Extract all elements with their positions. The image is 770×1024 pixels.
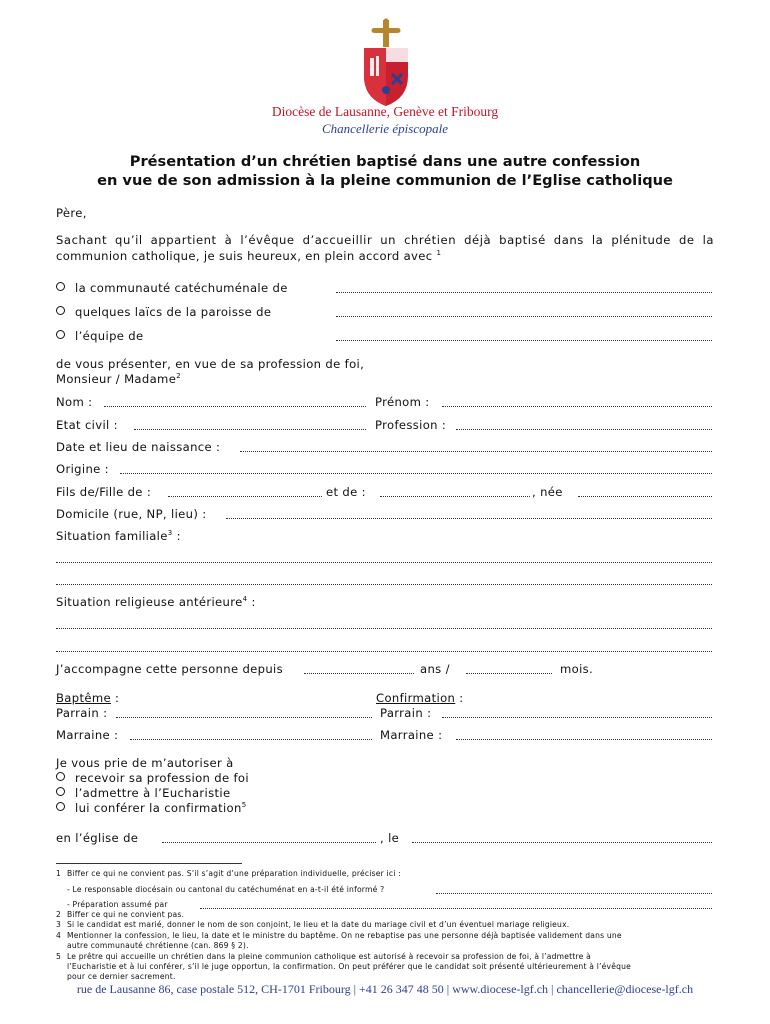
domicile-field[interactable] [226,518,712,519]
confirmation-marraine-field[interactable] [456,739,712,740]
accompany-ans-label: ans / [420,662,450,676]
situation-familiale-field-1[interactable] [56,562,712,563]
accompany-months-field[interactable] [466,673,552,674]
confirmation-parrain-label: Parrain : [380,706,432,720]
present-line-2: Monsieur / Madame$^2$ [56,372,181,386]
footnote-1: Biffer ce qui ne convient pas. S’il s’agit d’une préparation individuelle, préciser ici : [67,869,401,878]
prenom-label: Prénom : [375,395,430,409]
accompany-label: J’accompagne cette personne depuis [56,662,284,676]
nom-label: Nom : [56,395,93,409]
footnote-divider [56,863,242,864]
request-item-confirmation[interactable]: lui conférer la confirmation$^5$ [56,801,247,815]
domicile-label: Domicile (rue, NP, lieu) : [56,507,207,521]
pere-field[interactable] [168,496,322,497]
option-laics-field[interactable] [336,316,712,317]
footnote-1b-field[interactable] [200,908,712,909]
footnote-1a: - Le responsable diocésain ou cantonal du catéchuménat en a-t-il été informé ? [67,885,385,894]
checkbox-circle-icon [56,802,65,811]
situation-familiale-label: Situation familiale$^3$ : [56,529,181,543]
footnote-4-number: 4 [56,931,62,940]
etat-civil-label: Etat civil : [56,418,118,432]
bapteme-heading: Baptême : [56,691,120,705]
option-catechumenal[interactable]: la communauté catéchuménale de [56,281,288,295]
profession-field[interactable] [456,429,712,430]
footnote-1-number: 1 [56,869,62,878]
footnote-2: Biffer ce qui ne convient pas. [67,910,185,919]
accompany-mois-label: mois. [560,662,594,676]
origine-label: Origine : [56,462,109,476]
mere-field[interactable] [380,496,530,497]
present-line-1: de vous présenter, en vue de sa profession de foi, [56,357,365,371]
intro-line-1: Sachant qu’il appartient à l’évêque d’accueillir un chrétien déjà baptisé dans la plénitude de la [56,233,714,247]
church-label: en l’église de [56,831,139,845]
option-catechumenal-field[interactable] [336,292,712,293]
naissance-field[interactable] [240,451,712,452]
nee-field[interactable] [578,496,712,497]
footnote-5b: l’Eucharistie et à lui conférer, s’il le juge opportun, la confirmation. On peut préférer que le candidat soit présenté ultérieurement à l’évêque [67,962,631,971]
bapteme-parrain-field[interactable] [116,717,372,718]
etat-civil-field[interactable] [134,429,366,430]
confirmation-parrain-field[interactable] [442,717,712,718]
prenom-field[interactable] [442,406,712,407]
footnote-4a: Mentionner la confession, le lieu, la date et le ministre du baptême. On ne rebaptise pas une personne déjà baptisée validement dans une [67,931,622,940]
checkbox-circle-icon [56,787,65,796]
title-line-1: Présentation d’un chrétien baptisé dans une autre confession [129,153,641,170]
date-label: , le [380,831,400,845]
origine-field[interactable] [120,473,712,474]
option-equipe[interactable]: l’équipe de [56,329,144,343]
footnote-1a-field[interactable] [436,893,712,894]
fils-fille-label: Fils de/Fille de : [56,485,152,499]
footnote-1b: - Préparation assumé par [67,900,168,909]
footnote-5-number: 5 [56,952,62,961]
nom-field[interactable] [104,406,366,407]
naissance-label: Date et lieu de naissance : [56,440,221,454]
diocese-name: Diocèse de Lausanne, Genève et Fribourg [271,104,499,119]
radio-circle-icon [56,282,65,291]
situation-familiale-field-2[interactable] [56,584,712,585]
situation-religieuse-label: Situation religieuse antérieure$^4$ : [56,595,256,609]
diocese-crest [358,18,414,108]
confirmation-marraine-label: Marraine : [380,728,443,742]
accompany-years-field[interactable] [304,673,414,674]
title-line-2: en vue de son admission à la pleine communion de l’Eglise catholique [97,172,673,189]
confirmation-heading: Confirmation : [376,691,464,705]
footnote-5a: Le prêtre qui accueille un chrétien dans la pleine communion catholique est autorisé à recevoir sa profession de foi, à l’admettre à [67,952,591,961]
option-laics[interactable]: quelques laïcs de la paroisse de [56,305,271,319]
bapteme-marraine-field[interactable] [130,739,372,740]
chancellery-label: Chancellerie épiscopale [322,121,448,136]
checkbox-circle-icon [56,772,65,781]
date-field[interactable] [412,842,712,843]
et-de-label: et de : [326,485,366,499]
bapteme-parrain-label: Parrain : [56,706,108,720]
nee-label: , née [532,485,563,499]
request-item-profession[interactable]: recevoir sa profession de foi [56,771,249,785]
salutation: Père, [56,206,87,220]
footnote-5c: pour ce dernier sacrement. [67,972,176,981]
intro-line-2: communion catholique, je suis heureux, en plein accord avec $^1$ [56,249,442,263]
situation-religieuse-field-1[interactable] [56,628,712,629]
profession-label: Profession : [375,418,447,432]
footnote-3-number: 3 [56,920,62,929]
request-item-eucharistie[interactable]: l’admettre à l’Eucharistie [56,786,230,800]
footer-contact: rue de Lausanne 86, case postale 512, CH-1701 Fribourg | +41 26 347 48 50 | www.diocese-lgf.ch | chancellerie@diocese-lgf.ch [76,982,694,996]
radio-circle-icon [56,306,65,315]
footnote-4b: autre communauté chrétienne (can. 869 § 2). [67,941,249,950]
bapteme-marraine-label: Marraine : [56,728,119,742]
radio-circle-icon [56,330,65,339]
request-intro: Je vous prie de m’autoriser à [56,756,234,770]
footnote-3: Si le candidat est marié, donner le nom de son conjoint, le lieu et la date du mariage civil et d’un éventuel mariage religieux. [67,920,570,929]
option-equipe-field[interactable] [336,340,712,341]
situation-religieuse-field-2[interactable] [56,651,712,652]
footnote-2-number: 2 [56,910,62,919]
church-field[interactable] [162,842,376,843]
